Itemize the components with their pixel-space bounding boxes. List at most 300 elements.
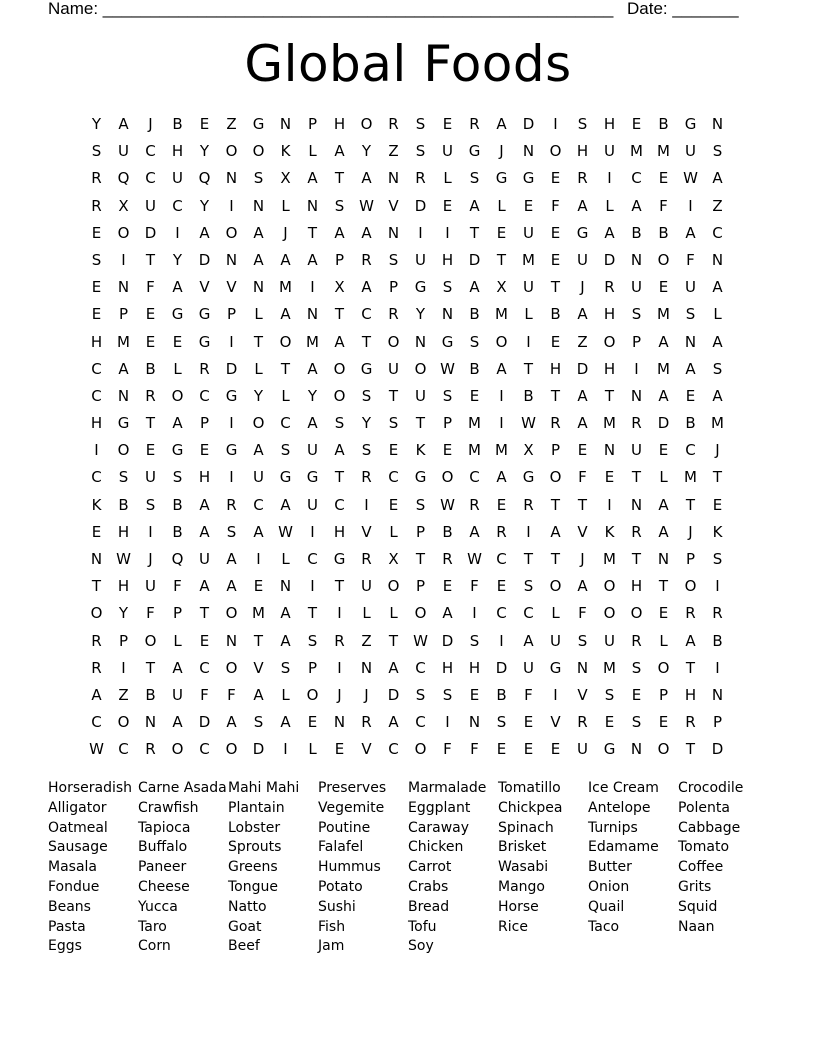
- grid-letter: L: [173, 359, 182, 378]
- grid-letter: D: [225, 359, 238, 378]
- grid-letter: R: [685, 604, 696, 623]
- grid-letter: V: [550, 713, 561, 732]
- grid-letter: O: [387, 332, 400, 351]
- word-list-item: Alligator: [48, 799, 107, 816]
- grid-letter: J: [715, 441, 720, 460]
- grid-letter: Y: [415, 305, 426, 324]
- grid-letter: P: [118, 305, 129, 324]
- grid-letter: E: [550, 169, 561, 188]
- grid-letter: T: [145, 414, 156, 433]
- word-list-item: Carrot: [408, 859, 452, 876]
- grid-letter: E: [712, 495, 723, 514]
- grid-letter: T: [550, 386, 561, 405]
- grid-letter: D: [468, 250, 481, 269]
- grid-letter: V: [361, 740, 372, 759]
- word-list-item: Eggs: [48, 938, 82, 955]
- grid-letter: E: [550, 223, 561, 242]
- grid-letter: N: [711, 685, 724, 704]
- word-list-column: [48, 779, 138, 957]
- grid-letter: S: [334, 414, 345, 433]
- grid-letter: P: [658, 685, 669, 704]
- grid-letter: I: [94, 441, 99, 460]
- grid-letter: T: [496, 250, 507, 269]
- grid-letter: O: [441, 468, 454, 487]
- grid-letter: C: [523, 604, 534, 623]
- grid-letter: G: [360, 359, 373, 378]
- grid-letter: V: [253, 658, 264, 677]
- word-list-item: Chickpea: [498, 799, 563, 816]
- grid-letter: Z: [712, 196, 723, 215]
- grid-letter: E: [658, 169, 669, 188]
- word-list-column: [138, 779, 228, 957]
- grid-letter: U: [685, 142, 696, 161]
- grid-letter: E: [199, 631, 210, 650]
- header-line: [48, 0, 748, 20]
- grid-letter: P: [712, 713, 723, 732]
- grid-letter: W: [359, 196, 374, 215]
- grid-letter: S: [469, 631, 480, 650]
- grid-letter: G: [549, 658, 562, 677]
- grid-letter: T: [523, 550, 534, 568]
- grid-letter: M: [279, 278, 292, 297]
- grid-letter: I: [256, 550, 261, 568]
- grid-letter: C: [685, 441, 696, 460]
- grid-letter: N: [144, 713, 157, 732]
- word-list-column: [228, 779, 318, 957]
- word-list-item: Paneer: [138, 859, 187, 876]
- grid-letter: U: [523, 658, 534, 677]
- grid-letter: C: [388, 468, 399, 487]
- word-list-item: Plantain: [228, 799, 285, 816]
- word-list-item: Brisket: [498, 839, 547, 856]
- grid-letter: T: [307, 604, 318, 623]
- grid-letter: U: [253, 468, 264, 487]
- word-list-item: Butter: [588, 859, 632, 876]
- grid-letter: U: [523, 223, 534, 242]
- grid-letter: G: [603, 740, 616, 759]
- grid-letter: O: [630, 604, 643, 623]
- grid-letter: A: [253, 250, 264, 269]
- grid-letter: P: [334, 250, 345, 269]
- grid-letter: Y: [118, 604, 129, 623]
- grid-letter: S: [172, 468, 183, 487]
- grid-letter: A: [361, 223, 372, 242]
- grid-letter: A: [550, 522, 561, 541]
- grid-letter: O: [549, 577, 562, 596]
- grid-letter: S: [712, 359, 723, 378]
- grid-letter: D: [198, 713, 211, 732]
- grid-letter: O: [495, 332, 508, 351]
- grid-letter: U: [631, 441, 642, 460]
- grid-letter: N: [630, 250, 643, 269]
- grid-letter: I: [445, 223, 450, 242]
- grid-letter: S: [388, 250, 399, 269]
- grid-letter: P: [415, 577, 426, 596]
- grid-letter: L: [254, 359, 263, 378]
- grid-letter: B: [145, 359, 156, 378]
- grid-letter: H: [333, 115, 346, 133]
- grid-letter: K: [415, 441, 426, 460]
- word-list-item: Poutine: [318, 819, 371, 836]
- grid-letter: E: [388, 495, 399, 514]
- grid-letter: A: [199, 495, 210, 514]
- grid-letter: O: [333, 359, 346, 378]
- grid-letter: B: [631, 223, 642, 242]
- grid-letter: E: [604, 468, 615, 487]
- grid-letter: H: [117, 577, 130, 596]
- grid-letter: A: [253, 441, 264, 460]
- grid-letter: U: [631, 278, 642, 297]
- grid-letter: G: [279, 468, 292, 487]
- grid-letter: X: [523, 441, 534, 460]
- grid-letter: J: [499, 142, 504, 161]
- grid-letter: D: [387, 685, 400, 704]
- grid-letter: R: [442, 550, 453, 568]
- grid-letter: C: [469, 468, 480, 487]
- grid-letter: I: [229, 332, 234, 351]
- grid-letter: T: [550, 550, 561, 568]
- word-list-item: Cheese: [138, 878, 190, 895]
- grid-letter: M: [522, 250, 535, 269]
- grid-letter: L: [659, 631, 668, 650]
- grid-letter: I: [688, 196, 693, 215]
- grid-letter: S: [604, 685, 615, 704]
- grid-letter: G: [468, 142, 481, 161]
- grid-letter: B: [442, 522, 453, 541]
- word-list-item: Pasta: [48, 918, 86, 935]
- grid-letter: T: [604, 386, 615, 405]
- page-title: Global Foods: [244, 35, 572, 93]
- grid-letter: C: [415, 658, 426, 677]
- grid-letter: A: [712, 386, 723, 405]
- grid-letter: Y: [91, 115, 102, 133]
- grid-letter: C: [712, 223, 723, 242]
- grid-letter: W: [413, 631, 428, 650]
- grid-letter: O: [306, 685, 319, 704]
- word-list-item: Carne Asada: [138, 780, 227, 796]
- grid-letter: C: [199, 658, 210, 677]
- grid-letter: H: [198, 468, 211, 487]
- grid-letter: S: [280, 658, 291, 677]
- grid-letter: R: [631, 522, 642, 541]
- grid-letter: E: [253, 577, 264, 596]
- grid-letter: R: [361, 713, 372, 732]
- grid-letter: S: [712, 142, 723, 161]
- grid-letter: M: [630, 142, 643, 161]
- grid-letter: K: [280, 142, 291, 161]
- grid-letter: W: [683, 169, 698, 188]
- grid-letter: E: [442, 441, 453, 460]
- grid-letter: E: [577, 441, 588, 460]
- grid-letter: T: [577, 495, 588, 514]
- grid-letter: S: [631, 658, 642, 677]
- word-list-item: Soy: [408, 938, 434, 955]
- grid-letter: I: [445, 713, 450, 732]
- grid-letter: V: [388, 196, 399, 215]
- grid-letter: E: [550, 250, 561, 269]
- grid-letter: Y: [361, 142, 372, 161]
- word-list-item: Ice Cream: [588, 780, 659, 796]
- grid-letter: O: [360, 115, 373, 133]
- grid-letter: E: [631, 685, 642, 704]
- grid-letter: G: [198, 305, 211, 324]
- grid-letter: E: [496, 495, 507, 514]
- grid-letter: X: [496, 278, 507, 297]
- grid-letter: U: [415, 386, 426, 405]
- grid-letter: H: [117, 522, 130, 541]
- word-list-item: Mahi Mahi: [228, 780, 300, 796]
- grid-letter: R: [199, 359, 210, 378]
- grid-letter: T: [469, 223, 480, 242]
- grid-letter: O: [549, 142, 562, 161]
- grid-letter: E: [334, 740, 345, 759]
- grid-letter: N: [630, 495, 643, 514]
- grid-letter: P: [685, 550, 696, 568]
- grid-letter: C: [91, 713, 102, 732]
- grid-letter: Y: [361, 414, 372, 433]
- grid-letter: T: [712, 468, 723, 487]
- grid-letter: M: [468, 441, 481, 460]
- grid-letter: E: [91, 305, 102, 324]
- grid-letter: W: [278, 522, 293, 541]
- grid-letter: U: [199, 550, 210, 568]
- grid-letter: A: [712, 332, 723, 351]
- grid-letter: I: [310, 278, 315, 297]
- grid-letter: D: [603, 250, 616, 269]
- grid-letter: R: [577, 169, 588, 188]
- grid-letter: S: [361, 441, 372, 460]
- word-list-column: [498, 779, 588, 957]
- grid-letter: B: [658, 223, 669, 242]
- grid-letter: A: [307, 414, 318, 433]
- grid-letter: D: [144, 223, 157, 242]
- grid-letter: M: [117, 332, 130, 351]
- grid-letter: D: [576, 359, 589, 378]
- grid-letter: U: [388, 359, 399, 378]
- grid-letter: N: [306, 196, 319, 215]
- grid-letter: M: [495, 441, 508, 460]
- grid-letter: I: [553, 115, 558, 133]
- grid-letter: E: [550, 740, 561, 759]
- grid-letter: M: [468, 414, 481, 433]
- grid-letter: R: [388, 305, 399, 324]
- grid-letter: R: [91, 658, 102, 677]
- grid-letter: A: [280, 250, 291, 269]
- grid-letter: B: [172, 522, 183, 541]
- word-list-item: Falafel: [318, 839, 364, 856]
- grid-letter: E: [172, 332, 183, 351]
- grid-letter: I: [715, 658, 720, 677]
- grid-letter: E: [469, 685, 480, 704]
- word-list-column: [678, 779, 768, 957]
- grid-letter: I: [553, 685, 558, 704]
- grid-letter: A: [658, 522, 669, 541]
- grid-letter: T: [334, 169, 345, 188]
- grid-letter: G: [522, 169, 535, 188]
- grid-letter: R: [550, 414, 561, 433]
- grid-letter: D: [198, 250, 211, 269]
- grid-letter: Y: [307, 386, 318, 405]
- grid-letter: E: [442, 577, 453, 596]
- grid-letter: C: [334, 495, 345, 514]
- grid-letter: M: [657, 142, 670, 161]
- grid-letter: Y: [253, 386, 264, 405]
- grid-letter: M: [603, 658, 616, 677]
- grid-letter: D: [495, 658, 508, 677]
- grid-letter: I: [418, 223, 423, 242]
- grid-letter: C: [172, 196, 183, 215]
- grid-letter: T: [415, 550, 426, 568]
- grid-letter: A: [118, 115, 129, 133]
- grid-letter: N: [387, 169, 400, 188]
- grid-letter: I: [229, 468, 234, 487]
- grid-letter: E: [496, 577, 507, 596]
- grid-letter: R: [361, 550, 372, 568]
- grid-letter: H: [90, 414, 103, 433]
- grid-letter: T: [550, 495, 561, 514]
- word-list-item: Antelope: [588, 799, 651, 816]
- grid-letter: H: [90, 332, 103, 351]
- grid-letter: O: [414, 604, 427, 623]
- grid-letter: R: [91, 169, 102, 188]
- word-list-item: Naan: [678, 918, 715, 935]
- word-list-item: Jam: [318, 938, 345, 955]
- grid-letter: S: [415, 495, 426, 514]
- grid-letter: F: [200, 685, 209, 704]
- word-list-item: Oatmeal: [48, 819, 108, 836]
- word-list-item: Beans: [48, 898, 91, 915]
- grid-letter: A: [685, 631, 696, 650]
- grid-letter: C: [145, 169, 156, 188]
- word-list: [48, 779, 788, 957]
- grid-letter: N: [117, 386, 130, 405]
- grid-letter: C: [253, 495, 264, 514]
- grid-letter: A: [712, 278, 723, 297]
- grid-letter: L: [713, 305, 722, 324]
- grid-letter: A: [334, 441, 345, 460]
- grid-letter: G: [333, 550, 346, 568]
- grid-letter: S: [415, 685, 426, 704]
- grid-letter: T: [334, 577, 345, 596]
- grid-letter: R: [334, 631, 345, 650]
- grid-letter: H: [549, 359, 562, 378]
- grid-letter: U: [604, 142, 615, 161]
- grid-letter: G: [171, 305, 184, 324]
- grid-letter: G: [252, 115, 265, 133]
- grid-letter: E: [469, 386, 480, 405]
- grid-letter: N: [576, 658, 589, 677]
- grid-letter: R: [685, 713, 696, 732]
- grid-letter: F: [443, 740, 452, 759]
- grid-letter: R: [631, 414, 642, 433]
- grid-letter: E: [658, 441, 669, 460]
- grid-letter: S: [712, 550, 723, 568]
- grid-letter: C: [361, 305, 372, 324]
- grid-letter: E: [145, 305, 156, 324]
- grid-letter: A: [577, 577, 588, 596]
- word-list-item: Corn: [138, 938, 171, 955]
- grid-letter: N: [468, 713, 481, 732]
- grid-letter: A: [685, 359, 696, 378]
- word-list-item: Taco: [588, 918, 620, 935]
- word-list-item: Tapioca: [138, 819, 191, 836]
- grid-letter: N: [225, 169, 238, 188]
- word-list-item: Sausage: [48, 839, 108, 856]
- grid-letter: T: [631, 468, 642, 487]
- grid-letter: A: [469, 196, 480, 215]
- grid-letter: W: [440, 495, 455, 514]
- grid-letter: A: [658, 495, 669, 514]
- grid-letter: U: [145, 468, 156, 487]
- grid-letter: Q: [117, 169, 130, 188]
- grid-letter: I: [229, 414, 234, 433]
- grid-letter: S: [91, 250, 102, 269]
- grid-letter: T: [253, 631, 264, 650]
- grid-letter: T: [145, 250, 156, 269]
- grid-letter: O: [117, 223, 130, 242]
- grid-letter: A: [469, 278, 480, 297]
- word-list-item: Hummus: [318, 859, 381, 876]
- grid-letter: I: [607, 495, 612, 514]
- grid-letter: Z: [118, 685, 129, 704]
- grid-letter: A: [253, 522, 264, 541]
- grid-letter: S: [442, 685, 453, 704]
- grid-letter: G: [495, 169, 508, 188]
- grid-letter: A: [172, 278, 183, 297]
- grid-letter: O: [603, 604, 616, 623]
- grid-letter: J: [688, 522, 693, 541]
- grid-letter: S: [469, 169, 480, 188]
- name-field-label: Name: ______________________________________________________: [48, 0, 614, 18]
- grid-letter: C: [91, 468, 102, 487]
- word-search-grid: [83, 111, 731, 764]
- grid-letter: F: [146, 604, 155, 623]
- grid-letter: O: [333, 386, 346, 405]
- grid-letter: S: [442, 386, 453, 405]
- grid-letter: R: [91, 196, 102, 215]
- grid-letter: B: [496, 685, 507, 704]
- grid-letter: T: [253, 332, 264, 351]
- grid-letter: H: [171, 142, 184, 161]
- grid-letter: I: [499, 631, 504, 650]
- grid-letter: R: [577, 713, 588, 732]
- grid-letter: B: [469, 305, 480, 324]
- grid-letter: R: [145, 386, 156, 405]
- grid-letter: H: [468, 658, 481, 677]
- grid-letter: E: [145, 441, 156, 460]
- grid-letter: L: [281, 386, 290, 405]
- word-list-item: Crawfish: [138, 799, 199, 816]
- grid-letter: O: [684, 577, 697, 596]
- grid-letter: E: [388, 441, 399, 460]
- grid-letter: M: [495, 305, 508, 324]
- grid-letter: M: [657, 305, 670, 324]
- grid-letter: A: [118, 359, 129, 378]
- grid-letter: E: [199, 441, 210, 460]
- grid-letter: E: [550, 332, 561, 351]
- grid-letter: S: [361, 386, 372, 405]
- grid-letter: P: [442, 414, 453, 433]
- grid-letter: W: [116, 550, 131, 568]
- grid-letter: S: [523, 577, 534, 596]
- grid-letter: F: [227, 685, 236, 704]
- grid-letter: W: [521, 414, 536, 433]
- grid-letter: W: [467, 550, 482, 568]
- grid-letter: T: [685, 740, 696, 759]
- grid-letter: N: [117, 278, 130, 297]
- grid-letter: L: [254, 305, 263, 324]
- grid-letter: A: [361, 169, 372, 188]
